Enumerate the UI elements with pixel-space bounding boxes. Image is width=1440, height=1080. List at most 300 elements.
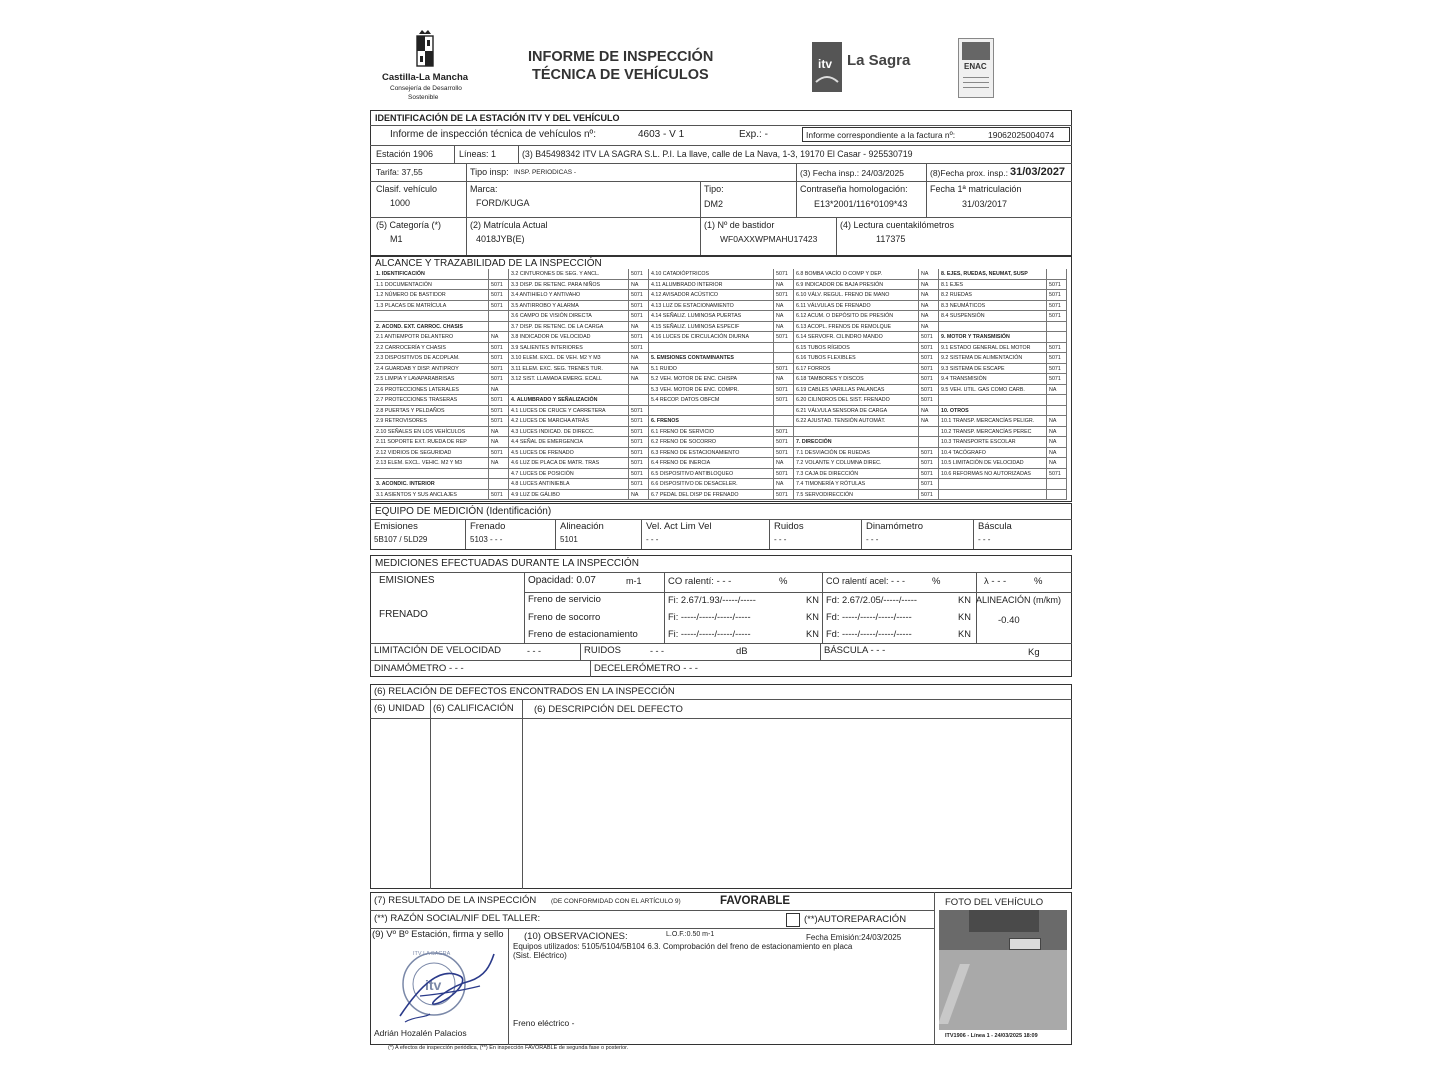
alcance-item-code: 5071 [1047,343,1067,354]
firmante-name: Adrián Hozalén Palacios [374,1028,467,1038]
alcance-item-label: 6.17 FORROS [794,364,919,375]
alcance-item-label: 4.12 AVISADOR ACÚSTICO [649,290,774,301]
alcance-item-code [919,437,939,448]
alcance-item-label: 3.5 ANTIRROBO Y ALARMA [509,301,629,312]
alcance-item-code [1047,322,1067,333]
alcance-item-label: 4.13 LUZ DE ESTACIONAMIENTO [649,301,774,312]
alcance-item-code: 5071 [919,332,939,343]
alcance-item-label [374,311,489,322]
equipo-value: - - - [866,535,879,544]
report-title-line2: TÉCNICA DE VEHÍCULOS [532,67,709,83]
alcance-item-label: 2.13 ELEM. EXCL. VEHIC. M2 Y M3 [374,458,489,469]
alcance-item-code: NA [489,427,509,438]
alcance-item-label: 6.10 VÁLV. REGUL. FRENO DE MANO [794,290,919,301]
alcance-item-code [1047,479,1067,490]
alcance-item-label [649,343,774,354]
alcance-item-label: 7.4 TIMONERÍA Y RÓTULAS [794,479,919,490]
alcance-item-label: 2.9 RETROVISORES [374,416,489,427]
equipo-label: Ruidos [774,521,804,532]
equipo-cell [466,519,556,549]
alcance-item-code: 5071 [629,469,649,480]
alcance-item-code: 5071 [919,353,939,364]
kn-fi-3: KN [806,629,819,639]
alcance-item-code [1047,332,1067,343]
alcance-item-label: 2.10 SEÑALES EN LOS VEHÍCULOS [374,427,489,438]
alcance-item-label: 4.9 LUZ DE GÁLIBO [509,490,629,501]
fecha-matric-label: Fecha 1ª matriculación [930,184,1022,194]
alcance-item-label: 6.21 VÁLVULA SENSORA DE CARGA [794,406,919,417]
alcance-item-code: 5071 [774,469,794,480]
tipo-insp-label: Tipo insp: [470,167,509,177]
alcance-item-code: 5071 [774,427,794,438]
alcance-item-label: 4.16 LUCES DE CIRCULACIÓN DIURNA [649,332,774,343]
itv-logo-icon [812,42,842,92]
alcance-item-code: 5071 [774,364,794,375]
co-ralenti-acel: CO ralentí acel: - - - [826,576,906,586]
tarifa-value: Tarifa: 37,55 [376,167,423,177]
alcance-item-label: 2.1 ANTIEMPOTR DELANTERO [374,332,489,343]
alcance-item-code: 5071 [629,269,649,280]
co-ralenti-acel-pct: % [932,576,941,587]
bastidor-label: (1) Nº de bastidor [704,220,775,230]
alcance-item-code [629,395,649,406]
equipo-cell [370,519,466,549]
kn-fd-1: KN [958,595,971,605]
alcance-item-code: 5071 [919,374,939,385]
alcance-item-label: 3.1 ASIENTOS Y SUS ANCLAJES [374,490,489,501]
alcance-item-label: 3.9 SALIENTES INTERIORES [509,343,629,354]
alcance-item-label: 6.19 CABLES VARILLAS PALANCAS [794,385,919,396]
alcance-item-code: 5071 [774,490,794,501]
alcance-item-label: 6.3 FRENO DE ESTACIONAMIENTO [649,448,774,459]
alcance-item-code: NA [919,406,939,417]
alcance-item-code [774,416,794,427]
alcance-item-code: 5071 [1047,280,1067,291]
alcance-item-code: NA [774,479,794,490]
kn-fd-2: KN [958,612,971,622]
alcance-item-code: NA [919,290,939,301]
alcance-item-code [919,427,939,438]
alcance-item-label: 3.6 CAMPO DE VISIÓN DIRECTA [509,311,629,322]
alcance-item-code: NA [629,364,649,375]
alcance-item-label: 2.11 SOPORTE EXT. RUEDA DE REP [374,437,489,448]
alcance-item-label: 2.4 GUARDAB Y DISP. ANTIPROY [374,364,489,375]
fecha-prox-label: (8)Fecha prox. insp.: [930,168,1008,178]
ruidos-unit: dB [736,646,748,657]
alcance-item-code: 5071 [919,458,939,469]
alcance-item-label: 6.1 FRENO DE SERVICIO [649,427,774,438]
limitacion-label: LIMITACIÓN DE VELOCIDAD [374,645,502,656]
kn-fi-2: KN [806,612,819,622]
alcance-item-code: 5071 [774,385,794,396]
lof-value: L.O.F.:0.50 m-1 [666,931,715,938]
alineacion-label: ALINEACIÓN (m/km) [976,595,1062,605]
equipo-value: - - - [978,535,991,544]
foto-caption: ITV1906 - Línea 1 - 24/03/2025 18:09 [945,1033,1038,1039]
alcance-item-code: NA [629,353,649,364]
alcance-item-code: NA [489,437,509,448]
alcance-item-code: 5071 [489,364,509,375]
emisiones-label: EMISIONES [379,575,435,586]
alcance-item-label: 6.18 TAMBORES Y DISCOS [794,374,919,385]
region-dept-line2: Sostenible [408,94,439,101]
alcance-item-code: 5071 [919,385,939,396]
equipo-label: Alineación [560,521,604,532]
alcance-item-label: 3.10 ELEM. EXCL. DE VEH. M2 Y M3 [509,353,629,364]
marca-label: Marca: [470,184,498,194]
alineacion-value: -0.40 [998,615,1020,626]
mediciones-title: MEDICIONES EFECTUADAS DURANTE LA INSPECCIÓN [375,558,639,569]
observaciones-line1: Equipos utilizados: 5105/5104/5B104 6.3. Comprobación del freno de estacionamiento en placa [513,942,853,951]
alcance-item-code: NA [919,416,939,427]
factura-value: 19062025004074 [988,130,1055,140]
alcance-item-label: 7.5 SERVODIRECCIÓN [794,490,919,501]
contrasena-label: Contraseña homologación: [800,184,908,194]
alcance-item-code: NA [774,311,794,322]
defectos-title: (6) RELACIÓN DE DEFECTOS ENCONTRADOS EN LA INSPECCIÓN [374,686,675,697]
fi-servicio: Fi: 2.67/1.93/-----/----- [668,595,756,605]
alcance-item-code: 5071 [774,448,794,459]
bascula-label: BÁSCULA - - - [824,645,886,656]
alcance-item-code [1047,406,1067,417]
alcance-item-label: 1. IDENTIFICACIÓN [374,269,489,280]
equipo-value: 5103 - - - [470,535,503,544]
alcance-item-label: 3.4 ANTIHIELO Y ANTIVAHO [509,290,629,301]
alcance-item-code: 5071 [1047,364,1067,375]
marca-value: FORD/KUGA [476,198,530,208]
alcance-item-code: 5071 [489,290,509,301]
frenado-label: FRENADO [379,609,428,620]
alcance-item-label: 6.20 CILINDROS DEL SIST. FRENADO [794,395,919,406]
alcance-item-label: 3. ACONDIC. INTERIOR [374,479,489,490]
defectos-unidad-header: (6) UNIDAD [374,703,425,714]
alcance-item-label [939,479,1047,490]
alcance-item-code: NA [774,280,794,291]
equipo-label: Frenado [470,521,506,532]
alcance-item-code [489,311,509,322]
alcance-item-label: 2.12 VIDRIOS DE SEGURIDAD [374,448,489,459]
alcance-item-code: 5071 [489,406,509,417]
alcance-item-code: 5071 [774,269,794,280]
stamp-text: ITV LA SAGRA [413,951,451,957]
km-label: (4) Lectura cuentakilómetros [840,220,955,230]
equipo-value: 5B107 / 5LD29 [374,535,428,544]
alcance-item-code: 5071 [919,490,939,501]
alcance-item-code: 5071 [919,395,939,406]
autorreparacion-label: (**)AUTOREPARACIÓN [804,914,907,925]
fecha-prox-value: 31/03/2027 [1010,166,1066,178]
alcance-item-label: 10. OTROS [939,406,1047,417]
alcance-item-label: 2. ACOND. EXT. CARROC. CHASIS [374,322,489,333]
resultado-label: (7) RESULTADO DE LA INSPECCIÓN [374,895,537,906]
alcance-item-label [939,490,1047,501]
alcance-item-code: 5071 [774,395,794,406]
alcance-item-code: 5071 [629,290,649,301]
alcance-item-code [489,469,509,480]
alcance-item-label: 8.3 NEUMÁTICOS [939,301,1047,312]
alcance-item-label: 10.6 REFORMAS NO AUTORIZADAS [939,469,1047,480]
alcance-item-code [774,343,794,354]
alcance-item-code: 5071 [1047,374,1067,385]
alcance-item-label: 6.2 FRENO DE SOCORRO [649,437,774,448]
alcance-item-code: NA [1047,458,1067,469]
alcance-item-label: 6.9 INDICADOR DE BAJA PRESIÓN [794,280,919,291]
alcance-item-label [374,469,489,480]
alcance-item-code: 5071 [629,427,649,438]
alcance-item-code [774,353,794,364]
exp-value: Exp.: - [739,129,768,140]
alcance-item-label: 3.12 SIST. LLAMADA EMERG. ECALL [509,374,629,385]
alcance-item-code: 5071 [919,364,939,375]
alcance-item-label: 3.7 DISP. DE RETENC. DE LA CARGA [509,322,629,333]
alcance-item-label: 9.2 SISTEMA DE ALIMENTACIÓN [939,353,1047,364]
alcance-item-label: 6.12 ACUM. O DEPÓSITO DE PRESIÓN [794,311,919,322]
alcance-item-label: 6.16 TUBOS FLEXIBLES [794,353,919,364]
alcance-item-code: 5071 [489,343,509,354]
alcance-item-code: NA [919,269,939,280]
region-name: Castilla-La Mancha [382,72,469,83]
alcance-item-label: 4.8 LUCES ANTINIEBLA [509,479,629,490]
alcance-item-code: NA [629,322,649,333]
co-ralenti-pct: % [779,576,788,587]
alcance-item-label: 6.14 SERVOFR. CILINDRO MANDO [794,332,919,343]
alcance-item-label: 4.14 SEÑALIZ. LUMINOSA PUERTAS [649,311,774,322]
alcance-item-label: 4. ALUMBRADO Y SEÑALIZACIÓN [509,395,629,406]
bastidor-value: WF0AXXWPMAHU17423 [720,234,818,244]
alcance-item-label: 7.1 DESVIACIÓN DE RUEDAS [794,448,919,459]
alcance-item-code [1047,490,1067,501]
alcance-grid [374,269,1070,501]
equipo-row [370,519,1072,549]
alcance-item-label: 2.5 LIMPIA Y LAVAPARABRISAS [374,374,489,385]
alcance-item-label: 9. MOTOR Y TRANSMISIÓN [939,332,1047,343]
alcance-item-label: 7. DIRECCIÓN [794,437,919,448]
equipo-label: Báscula [978,521,1012,532]
alcance-item-label: 6.5 DISPOSITIVO ANTIBLOQUEO [649,469,774,480]
alcance-item-code: NA [489,458,509,469]
freno-socorro-label: Freno de socorro [528,612,601,623]
region-dept-line1: Consejería de Desarrollo [390,85,462,92]
alcance-item-label: 6.22 AJUSTAD. TENSIÓN AUTOMÁT. [794,416,919,427]
alcance-item-label: 7.3 CAJA DE DIRECCIÓN [794,469,919,480]
alcance-item-code [774,406,794,417]
alcance-item-label: 8.1 EJES [939,280,1047,291]
alcance-item-code: NA [489,385,509,396]
opacidad-unit: m-1 [626,576,642,586]
equipo-cell [642,519,770,549]
alcance-item-code: NA [919,311,939,322]
alcance-item-code: NA [629,490,649,501]
foto-label: FOTO DEL VEHÍCULO [945,897,1044,908]
defectos-descripcion-header: (6) DESCRIPCIÓN DEL DEFECTO [534,704,683,715]
resultado-value: FAVORABLE [720,895,791,907]
alcance-item-label: 5.2 VEH. MOTOR DE ENC. CHISPA [649,374,774,385]
alcance-item-code: 5071 [629,437,649,448]
fi-estac: Fi: -----/-----/-----/----- [668,629,751,639]
signature-icon [390,946,500,1028]
alcance-item-label: 9.5 VEH. UTIL. GAS COMO CARB. [939,385,1047,396]
alcance-item-code: 5071 [489,280,509,291]
tipo-insp-value: INSP. PERIODICAS - [514,169,577,176]
alcance-item-label: 7.2 VOLANTE Y COLUMNA DIREC. [794,458,919,469]
firma-label: (9) Vº Bº Estación, firma y sello [372,929,504,940]
lambda-pct: % [1034,576,1043,587]
observaciones-label: (10) OBSERVACIONES: [524,931,628,942]
enac-seal-icon [958,38,994,98]
alcance-item-label [939,395,1047,406]
limitacion-value: - - - [527,646,541,656]
fd-socorro: Fd: -----/-----/-----/----- [826,612,912,622]
alcance-item-code: 5071 [629,416,649,427]
alcance-item-code: 5071 [1047,353,1067,364]
alcance-item-label [939,322,1047,333]
alcance-item-code: 5071 [774,290,794,301]
alcance-item-code: NA [489,332,509,343]
defectos-section [370,684,1072,889]
decelerometro-label: DECELERÓMETRO - - - [594,663,698,674]
alcance-item-code [629,385,649,396]
categoria-value: M1 [390,234,403,244]
alcance-item-label: 8. EJES, RUEDAS, NEUMAT, SUSP [939,269,1047,280]
footnote: (*) A efectos de inspección periódica, (**) En inspección FAVORABLE de segunda fase o posterior. [388,1045,629,1051]
alcance-item-label: 3.3 DISP. DE RETENC. PARA NIÑOS [509,280,629,291]
alcance-item-label: 8.4 SUSPENSIÓN [939,311,1047,322]
alcance-item-code: NA [919,301,939,312]
equipo-label: Emisiones [374,521,418,532]
alcance-item-code [489,479,509,490]
tipo-value: DM2 [704,199,724,209]
itv-brand-name: La Sagra [847,52,911,69]
castilla-la-mancha-crest-icon [414,28,436,72]
alcance-item-label: 2.3 DISPOSITIVOS DE ACOPLAM. [374,353,489,364]
contrasena-value: E13*2001/116*0109*43 [814,199,908,209]
alcance-item-label: 4.1 LUCES DE CRUCE Y CARRETERA [509,406,629,417]
alcance-item-code: 5071 [489,301,509,312]
alcance-item-code: 5071 [1047,311,1067,322]
alcance-item-label: 4.11 ALUMBRADO INTERIOR [649,280,774,291]
identificacion-title: IDENTIFICACIÓN DE LA ESTACIÓN ITV Y DEL VEHÍCULO [375,113,620,123]
equipo-cell [974,519,1072,549]
alcance-item-label: 10.3 TRANSPORTE ESCOLAR [939,437,1047,448]
alcance-item-code: 5071 [489,353,509,364]
alcance-item-label: 5.3 VEH. MOTOR DE ENC. COMPR. [649,385,774,396]
resultado-sub: (DE CONFORMIDAD CON EL ARTÍCULO 9) [551,898,681,905]
alcance-item-code: 5071 [1047,469,1067,480]
vehicle-photo [939,910,1067,1030]
alcance-item-label: 4.4 SEÑAL DE EMERGENCIA [509,437,629,448]
alcance-item-code: NA [1047,448,1067,459]
alcance-item-code: 5071 [489,490,509,501]
alcance-item-label: 6.6 DISPOSITIVO DE DESACELER. [649,479,774,490]
alcance-item-code: 5071 [629,301,649,312]
alcance-item-label: 6.15 TUBOS RÍGIDOS [794,343,919,354]
svg-text:itv: itv [818,57,833,71]
estacion-info: (3) B45498342 ITV LA SAGRA S.L. P.I. La llave, calle de La Nava, 1-3, 19170 El Casar - 925530719 [522,149,913,159]
alcance-item-code: NA [629,280,649,291]
alcance-item-label: 4.10 CATADIÓPTRICOS [649,269,774,280]
equipo-title: EQUIPO DE MEDICIÓN (Identificación) [375,506,552,517]
alcance-item-code: 5071 [629,343,649,354]
fd-estac: Fd: -----/-----/-----/----- [826,629,912,639]
alcance-item-label: 5.1 RUIDO [649,364,774,375]
alcance-item-code: 5071 [919,448,939,459]
fi-socorro: Fi: -----/-----/-----/----- [668,612,751,622]
co-ralenti: CO ralentí: - - - [668,576,732,587]
alcance-item-code: 5071 [774,437,794,448]
alcance-item-label: 4.15 SEÑALIZ. LUMINOSA ESPECIF [649,322,774,333]
alcance-item-code: NA [1047,437,1067,448]
lambda-value: λ - - - [984,576,1007,587]
alcance-item-code: NA [774,374,794,385]
alcance-item-code: 5071 [629,311,649,322]
equipo-label: Vel. Act Lim Vel [646,521,712,532]
alcance-item-label: 6.13 ACOPL. FRENOS DE REMOLQUE [794,322,919,333]
alcance-item-code: 5071 [489,448,509,459]
fecha-matric-value: 31/03/2017 [962,199,1008,209]
alcance-item-code: 5071 [1047,290,1067,301]
kn-fi-1: KN [806,595,819,605]
equipo-cell [556,519,642,549]
alcance-item-label: 10.1 TRANSP. MERCANCÍAS PELIGR. [939,416,1047,427]
equipo-value: - - - [774,535,787,544]
matricula-label: (2) Matrícula Actual [470,220,548,230]
alcance-item-label: 9.3 SISTEMA DE ESCAPE [939,364,1047,375]
matricula-value: 4018JYB(E) [476,234,525,244]
alcance-item-code [1047,269,1067,280]
alcance-item-label [794,427,919,438]
alcance-item-label: 9.1 ESTADO GENERAL DEL MOTOR [939,343,1047,354]
alcance-item-label: 6. FRENOS [649,416,774,427]
enac-label: ENAC [964,62,987,71]
equipo-cell [862,519,974,549]
razon-social-label: (**) RAZÓN SOCIAL/NIF DEL TALLER: [374,913,541,924]
fecha-insp: (3) Fecha insp.: 24/03/2025 [800,168,904,178]
alcance-item-label: 4.6 LUZ DE PLACA DE MATR. TRAS [509,458,629,469]
alcance-item-label: 1.3 PLACAS DE MATRÍCULA [374,301,489,312]
alcance-item-label [509,385,629,396]
alcance-item-label: 10.4 TACÓGRAFO [939,448,1047,459]
alcance-item-label: 3.8 INDICADOR DE VELOCIDAD [509,332,629,343]
autorreparacion-checkbox[interactable] [786,913,800,927]
defectos-calificacion-header: (6) CALIFICACIÓN [433,703,514,714]
alcance-item-code: 5071 [919,343,939,354]
freno-servicio-label: Freno de servicio [528,594,601,605]
alcance-item-code: NA [774,301,794,312]
clasif-label: Clasif. vehículo [376,184,438,194]
estacion-value: Estación 1906 [376,149,434,159]
alcance-title: ALCANCE Y TRAZABILIDAD DE LA INSPECCIÓN [375,258,602,269]
svg-text:itv: itv [425,977,442,993]
alcance-item-code [489,322,509,333]
alcance-item-label: 4.5 LUCES DE FRENADO [509,448,629,459]
alcance-item-label: 1.1 DOCUMENTACIÓN [374,280,489,291]
alcance-item-code: 5071 [774,332,794,343]
factura-label: Informe correspondiente a la factura nº: [806,130,956,140]
alcance-item-label: 3.2 CINTURONES DE SEG. Y ANCL. [509,269,629,280]
lineas-value: Líneas: 1 [459,149,497,159]
km-value: 117375 [876,234,906,244]
alcance-item-code: 5071 [629,458,649,469]
fd-servicio: Fd: 2.67/2.05/-----/----- [826,595,917,605]
alcance-item-code: NA [919,280,939,291]
equipo-cell [770,519,862,549]
alcance-item-code: 5071 [489,395,509,406]
alcance-item-code: NA [1047,416,1067,427]
alcance-item-label: 8.2 RUEDAS [939,290,1047,301]
alcance-item-code [1047,395,1067,406]
alcance-item-code: 5071 [919,479,939,490]
alcance-item-label: 6.11 VÁLVULAS DE FRENADO [794,301,919,312]
